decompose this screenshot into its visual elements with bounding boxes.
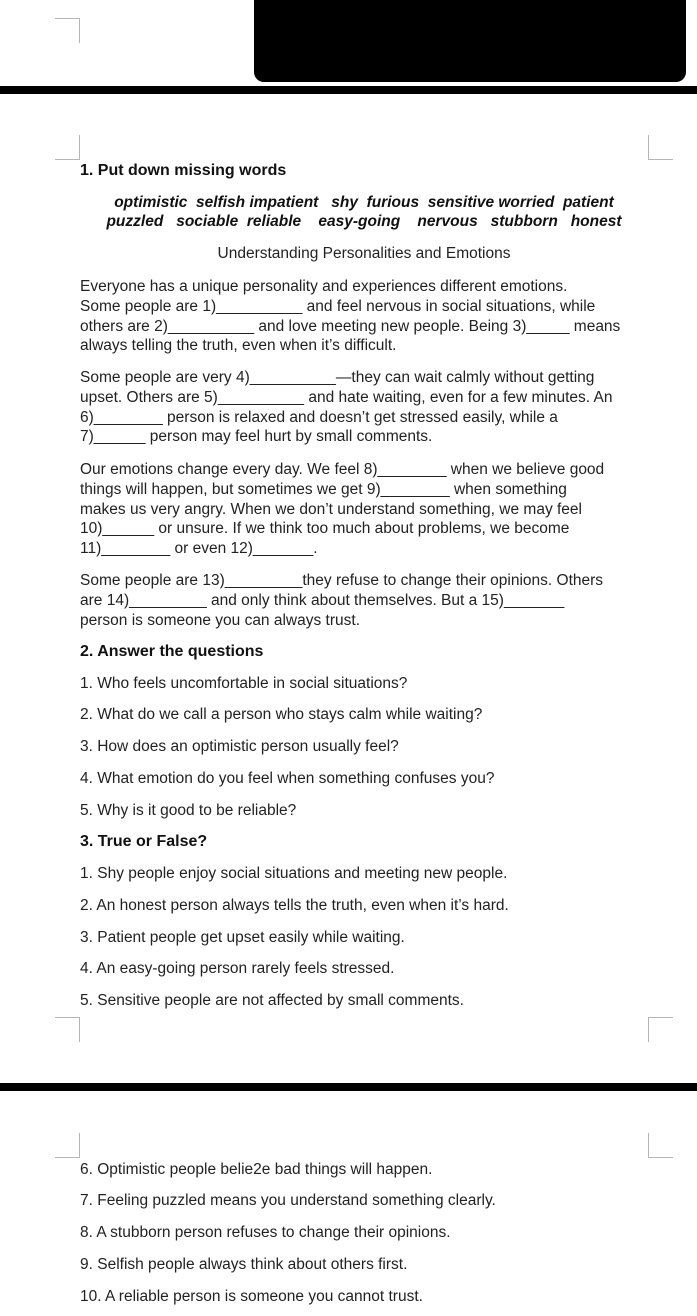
crop-mark-bottom-right (648, 1017, 673, 1042)
paragraph-line: 10)______ or unsure. If we think too much about problems, we become (80, 520, 570, 538)
redacted-black-box (254, 0, 686, 82)
statement-item: 9. Selfish people always think about others first. (80, 1256, 408, 1273)
paragraph-line: 11)________ or even 12)_______. (80, 540, 318, 558)
statement-item: 7. Feeling puzzled means you understand something clearly. (80, 1192, 496, 1209)
crop-mark-top-left (55, 1133, 80, 1158)
statement-item: 4. An easy-going person rarely feels stressed. (80, 960, 395, 977)
crop-mark-top-right (648, 1133, 673, 1158)
question-item: 3. How does an optimistic person usually feel? (80, 738, 399, 755)
statement-item: 2. An honest person always tells the truth, even when it’s hard. (80, 897, 509, 914)
paragraph-line: makes us very angry. When we don’t understand something, we may feel (80, 500, 582, 518)
paragraph-4 (80, 571, 655, 630)
crop-mark-top-left (55, 135, 80, 160)
paragraph-2 (80, 368, 655, 447)
paragraph-line: always telling the truth, even when it’s difficult. (80, 337, 397, 355)
word-bank-line-2: puzzled sociable reliable easy-going nervous stubborn honest (106, 213, 622, 230)
paragraph-line: person is someone you can always trust. (80, 611, 360, 629)
paragraph-line: Some people are 13)_________they refuse to change their opinions. Others (80, 572, 604, 589)
paragraph-line: Some people are very 4)__________—they can wait calmly without getting (80, 369, 595, 386)
statement-item: 3. Patient people get upset easily while waiting. (80, 929, 405, 946)
section1-heading: 1. Put down missing words (80, 162, 287, 179)
paragraph-line: 7)______ person may feel hurt by small comments. (80, 428, 433, 446)
crop-mark-bottom-left (55, 1017, 80, 1042)
paragraph-line: Everyone has a unique personality and experiences different emotions. (80, 278, 568, 295)
question-item: 1. Who feels uncomfortable in social situations? (80, 675, 408, 692)
page-separator (0, 1083, 697, 1091)
paragraph-line: upset. Others are 5)__________ and hate waiting, even for a few minutes. An (80, 388, 613, 406)
paragraph-line: 6)________ person is relaxed and doesn’t get stressed easily, while a (80, 408, 558, 426)
section3-heading: 3. True or False? (80, 833, 208, 850)
paragraph-line: others are 2)__________ and love meeting new people. Being 3)_____ means (80, 317, 621, 335)
text-title: Understanding Personalities and Emotions (217, 245, 511, 262)
question-item: 4. What emotion do you feel when something confuses you? (80, 770, 495, 787)
paragraph-line: are 14)_________ and only think about themselves. But a 15)_______ (80, 591, 565, 609)
crop-mark-top-right (648, 135, 673, 160)
paragraph-3 (80, 460, 655, 559)
paragraph-line: Our emotions change every day. We feel 8)________ when we believe good (80, 461, 605, 478)
paragraph-line: things will happen, but sometimes we get 9)________ when something (80, 480, 567, 498)
statement-item: 6. Optimistic people belie2e bad things will happen. (80, 1161, 433, 1178)
question-item: 5. Why is it good to be reliable? (80, 802, 297, 819)
statement-item: 10. A reliable person is someone you cannot trust. (80, 1288, 423, 1305)
paragraph-1 (80, 277, 655, 356)
page-separator (0, 86, 697, 94)
paragraph-line: Some people are 1)__________ and feel nervous in social situations, while (80, 297, 596, 315)
statement-item: 1. Shy people enjoy social situations and meeting new people. (80, 865, 508, 882)
crop-mark-top-right (55, 18, 80, 43)
statement-item: 5. Sensitive people are not affected by small comments. (80, 992, 464, 1009)
question-item: 2. What do we call a person who stays calm while waiting? (80, 706, 483, 723)
section2-heading: 2. Answer the questions (80, 643, 264, 660)
statement-item: 8. A stubborn person refuses to change their opinions. (80, 1224, 451, 1241)
word-bank-line-1: optimistic selfish impatient shy furious sensitive worried patient (114, 194, 614, 211)
